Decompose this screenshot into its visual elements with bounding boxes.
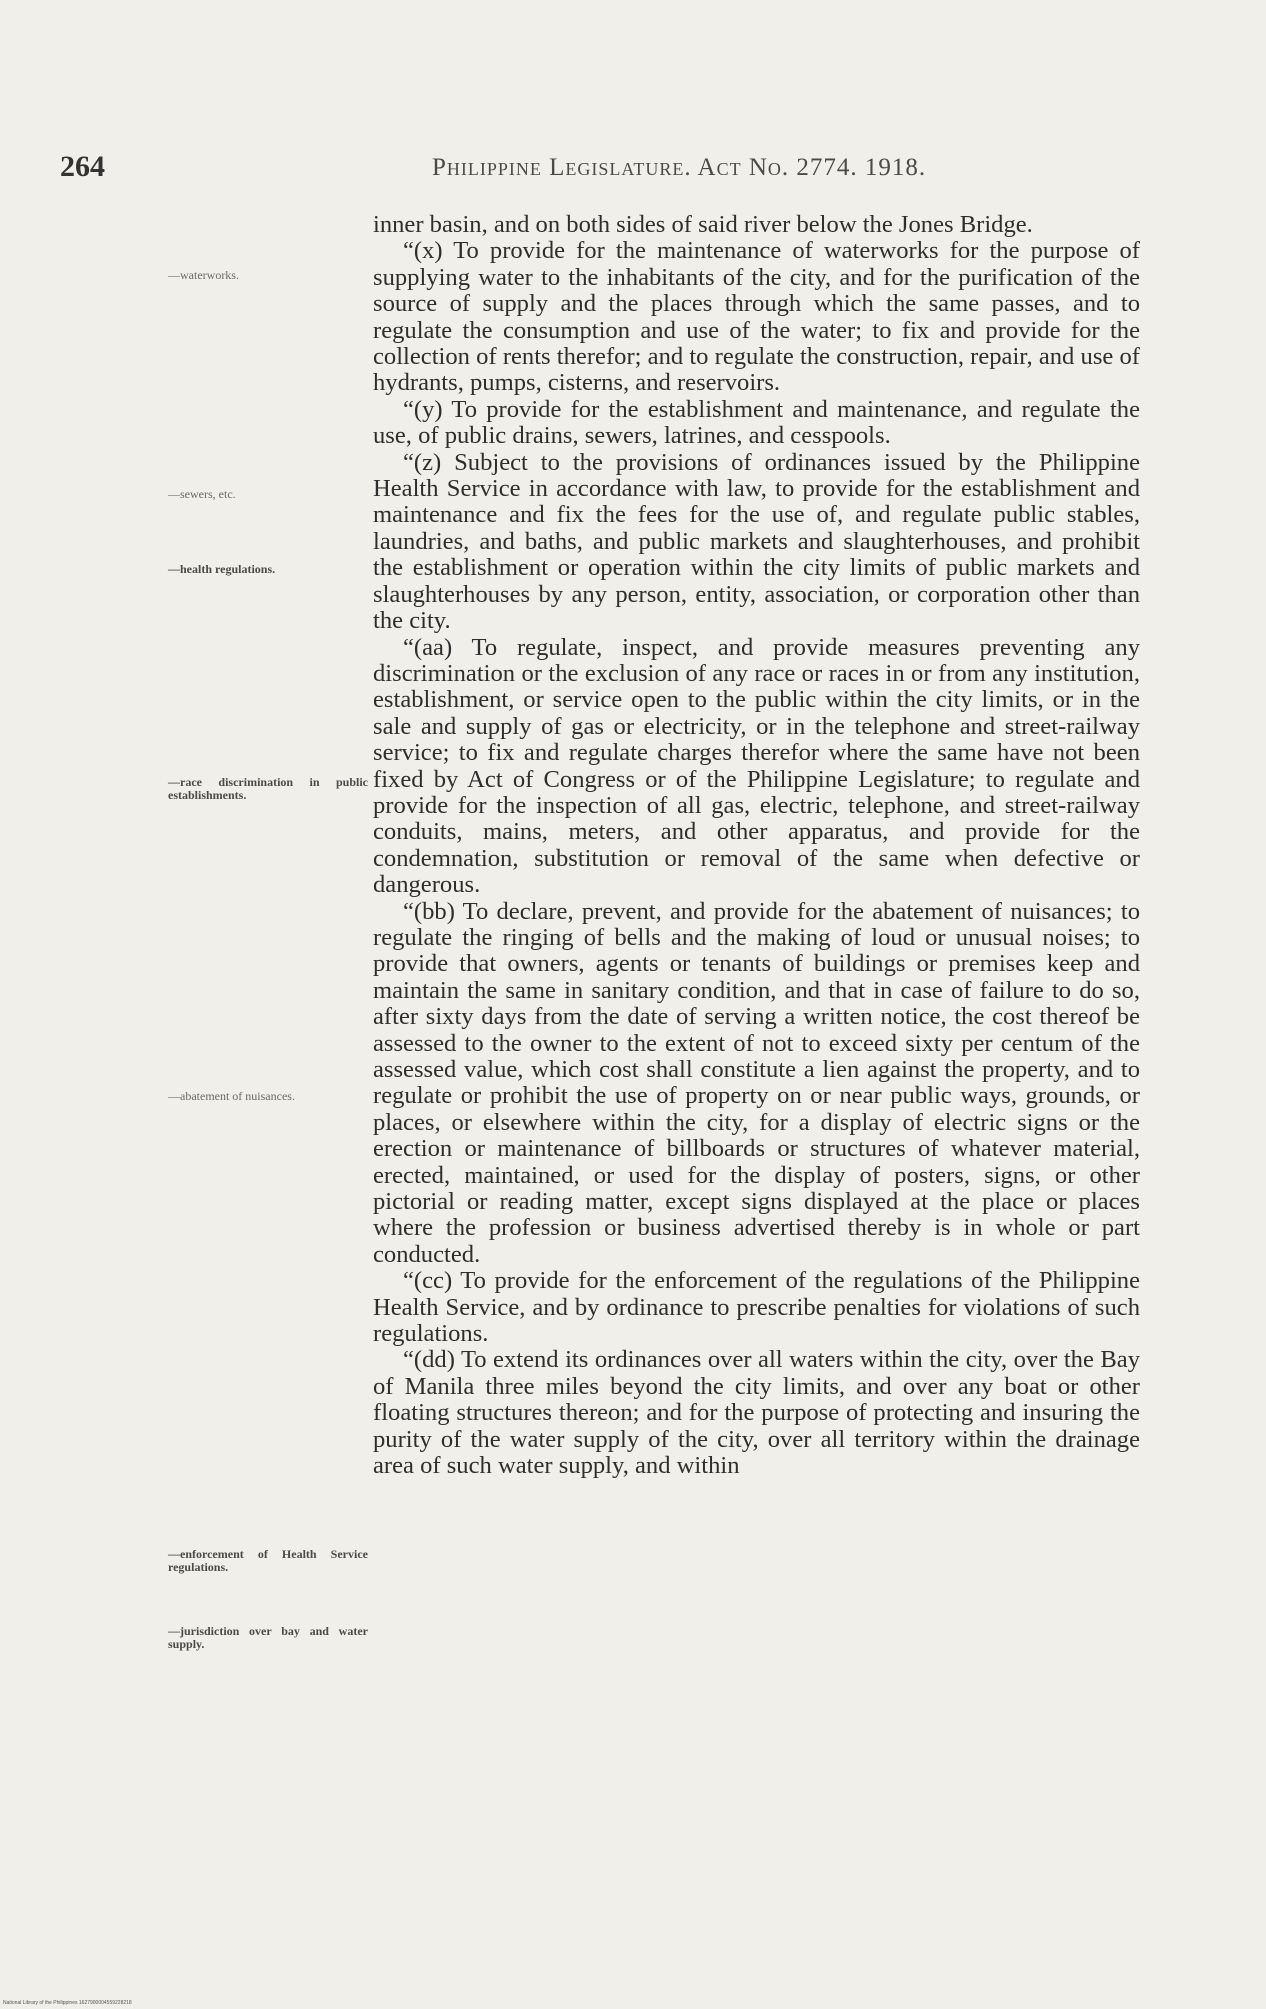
paragraph-cc: “(cc) To provide for the enforcement of the regulations of the Philippine Health Service, and by ordinance to prescribe penalties for violations of such regulations. (373, 1267, 1140, 1348)
page-number: 264 (60, 150, 105, 183)
paragraph-continuation: inner basin, and on both sides of said river below the Jones Bridge. (373, 211, 1033, 238)
paragraph-y: “(y) To provide for the establishment and maintenance, and regulate the use, of public drains, sewers, latrines, and cesspools. (373, 395, 1140, 450)
margin-note-abatement-nuisances: —abatement of nuisances. (168, 1089, 295, 1103)
margin-note-race-discrimination: —race discrimination in public establishments. (168, 775, 368, 802)
body-text (373, 212, 1140, 1480)
paragraph-z: “(z) Subject to the provisions of ordinances issued by the Philippine Health Service in accordance with law, to provide for the establishment and maintenance and fix the fees for the use of, and regulate public stables, laundries, and baths, and public markets and slaughterhouses, and prohibit the establishment or operation within the city limits of public markets and slaughterhouses by any person, entity, association, or corporation other than the city. (373, 448, 1140, 635)
margin-note-sewers: —sewers, etc. (168, 487, 236, 501)
paragraph-x: “(x) To provide for the maintenance of waterworks for the purpose of supplying water to the inhabitants of the city, and for the purification of the source of supply and the places through which the same passes, and to regulate the consumption and use of the water; to fix and provide for the collection of rents therefor; and to regulate the construction, repair, and use of hydrants, pumps, cisterns, and reservoirs. (373, 237, 1140, 397)
paragraph-bb: “(bb) To declare, prevent, and provide for the abatement of nuisances; to regulate the ringing of bells and the making of loud or unusual noises; to provide that owners, agents or tenants of buildings or premises keep and maintain the same in sanitary condition, and that in case of failure to do so, after sixty days from the date of serving a written notice, the cost thereof be assessed to the owner to the extent of not to exceed sixty per centum of the assessed value, which cost shall constitute a lien against the property, and to regulate or prohibit the use of property on or near public ways, grounds, or places, or elsewhere within the city, for a display of electric signs or the erection or maintenance of billboards or structures of whatever material, erected, maintained, or used for the display of posters, signs, or other pictorial or reading matter, except signs displayed at the place or places where the profession or business advertised thereby is in whole or part conducted. (373, 897, 1140, 1268)
margin-note-health-regulations: —health regulations. (168, 562, 276, 576)
margin-note-health-service-enforcement: —enforcement of Health Service regulations. (168, 1547, 368, 1574)
scan-footer: National Library of the Philippines 1627900004559228218 (3, 2000, 132, 2006)
paragraph-aa: “(aa) To regulate, inspect, and provide measures preventing any discrimination or the exclusion of any race or races in or from any institution, establishment, or service open to the public within the city limits, or in the sale and supply of gas or electricity, or in the telephone and street-railway service; to fix and regulate charges therefor where the same have not been fixed by Act of Congress or of the Philippine Legislature; to regulate and provide for the inspection of all gas, electric, telephone, and street-railway conduits, mains, meters, and other apparatus, and provide for the condemnation, substitution or removal of the same when defective or dangerous. (373, 633, 1140, 899)
margin-note-jurisdiction: —jurisdiction over bay and water supply. (168, 1624, 368, 1651)
running-head: Philippine Legislature. Act No. 2774. 1918. (432, 154, 927, 181)
page-header (60, 150, 1140, 190)
margin-note-waterworks: —waterworks. (168, 268, 239, 282)
paragraph-dd: “(dd) To extend its ordinances over all waters within the city, over the Bay of Manila three miles beyond the city limits, and over any boat or other floating structures thereon; and for the purpose of protecting and insuring the purity of the water supply of the city, over all territory within the drainage area of such water supply, and within (373, 1346, 1140, 1480)
